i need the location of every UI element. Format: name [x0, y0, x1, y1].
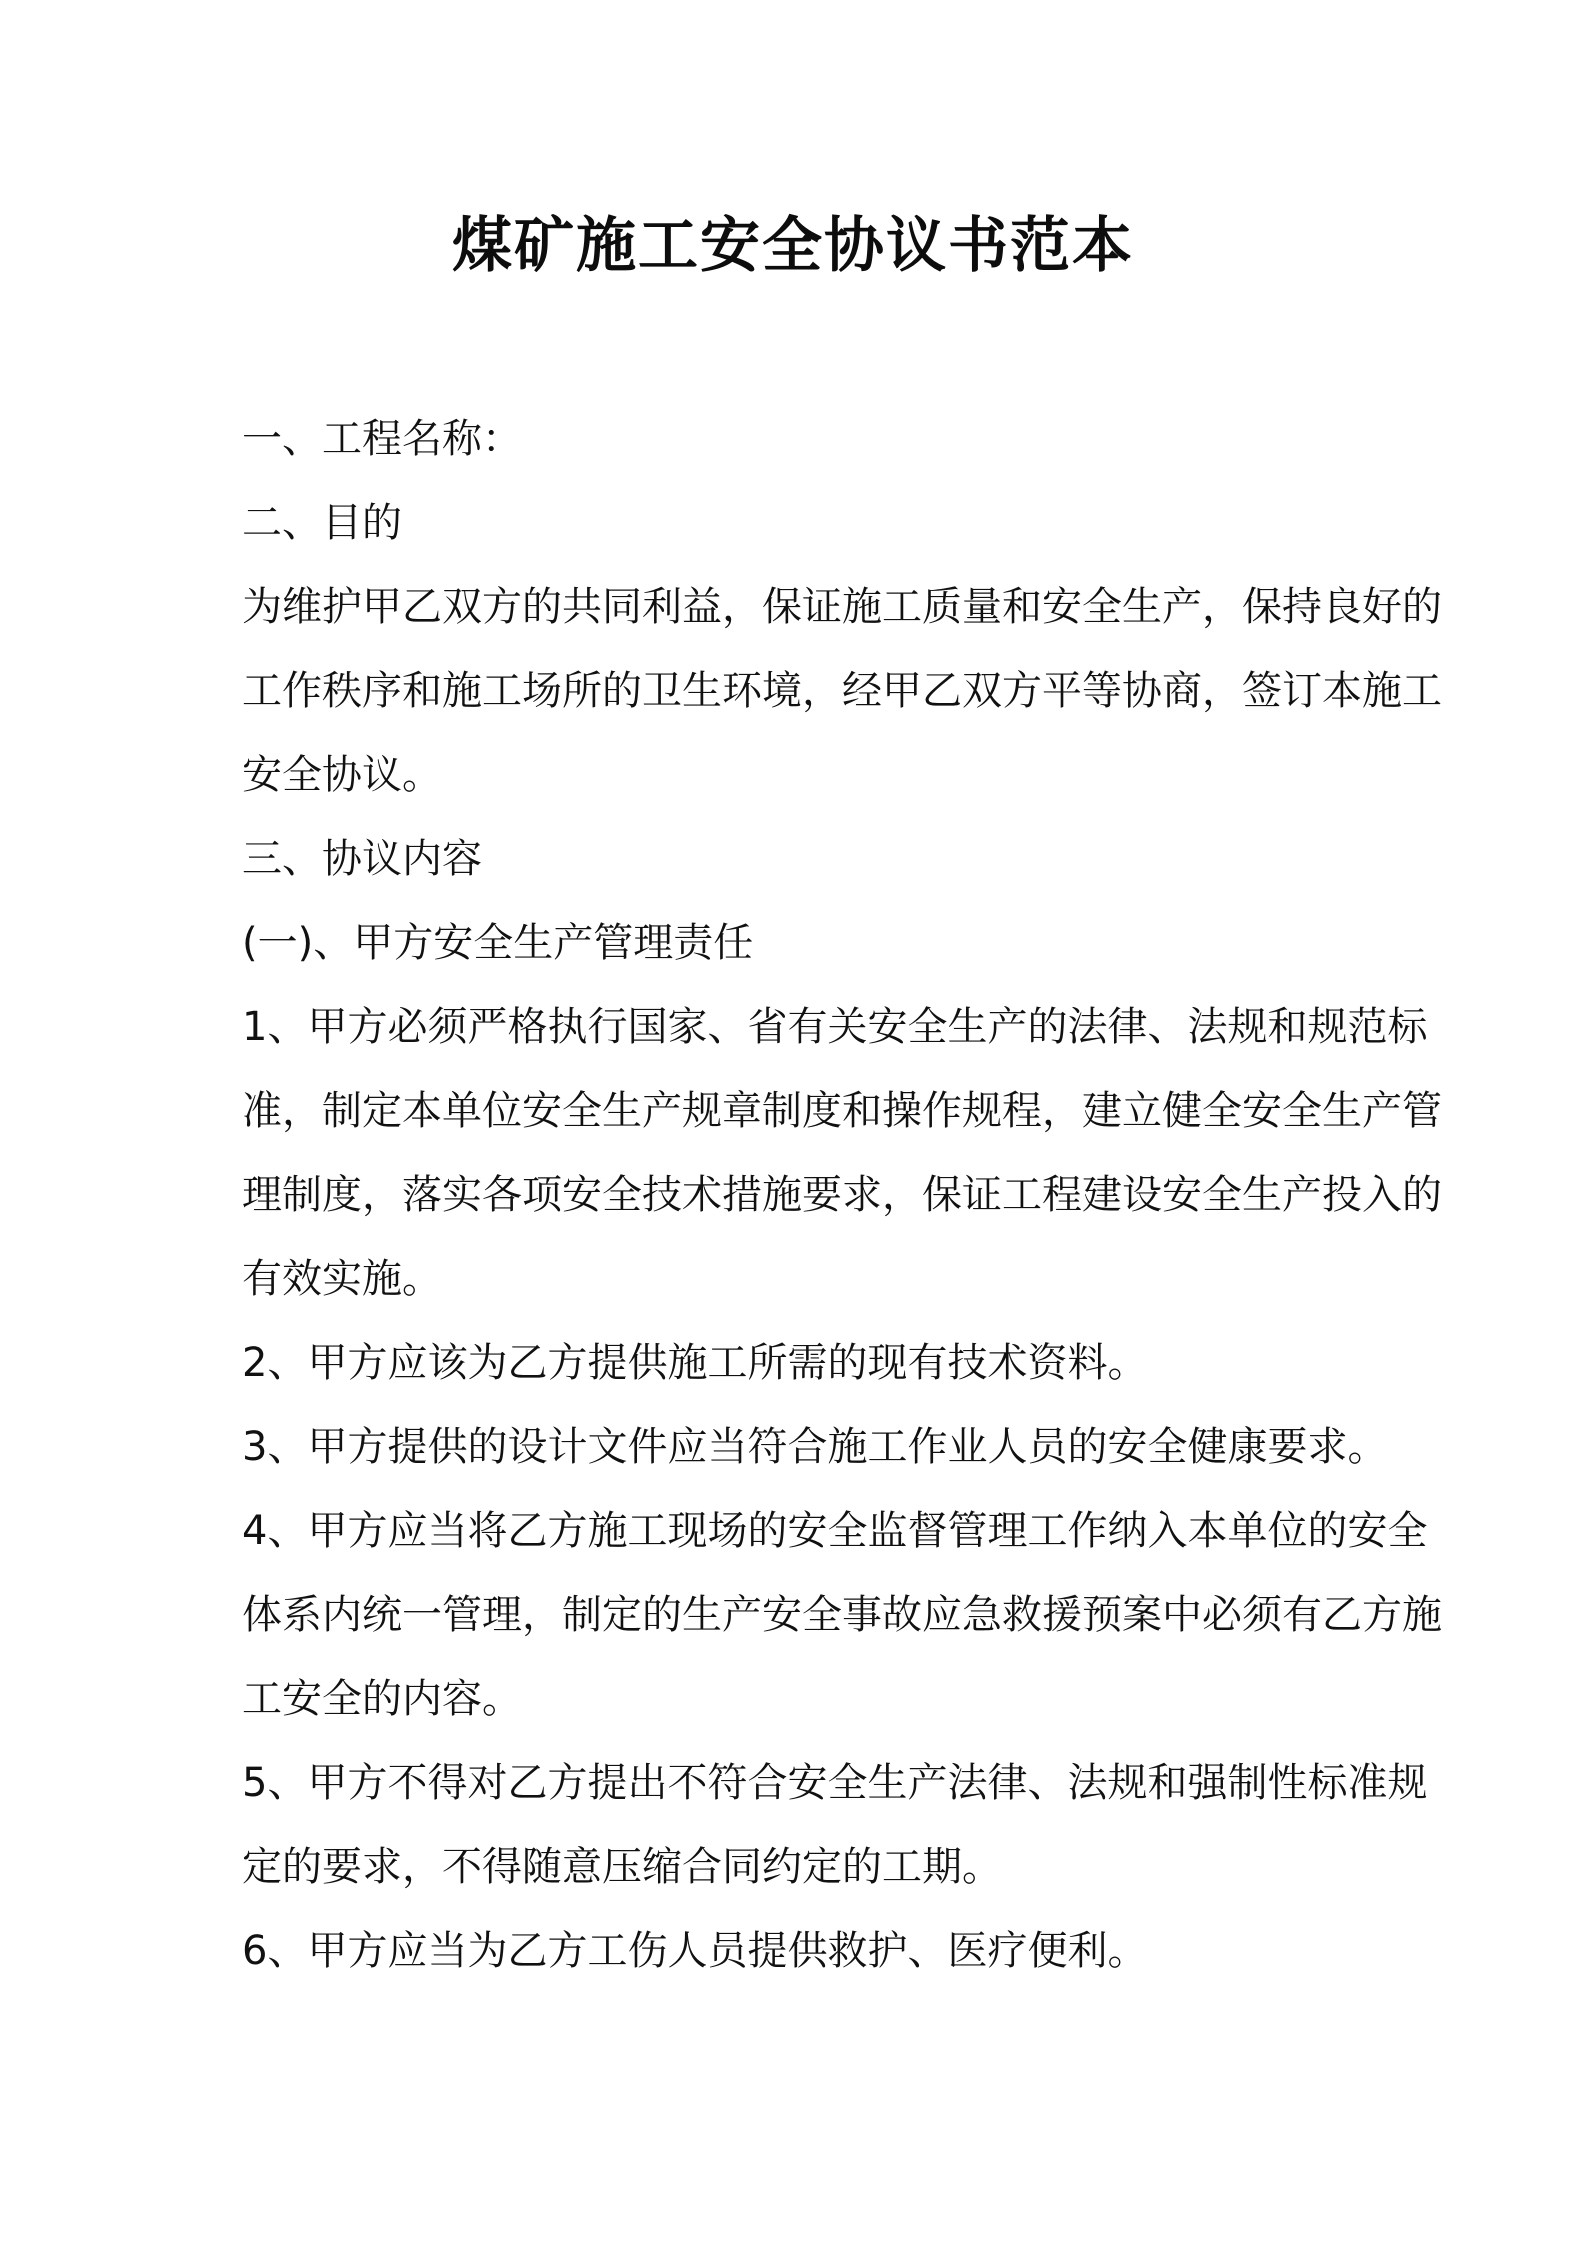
body-line: (一)、甲方安全生产管理责任	[242, 920, 754, 966]
body-line: 二、目的	[242, 500, 402, 546]
body-line: 有效实施。	[242, 1256, 442, 1302]
body-line: 1、甲方必须严格执行国家、省有关安全生产的法律、法规和规范标	[242, 1004, 1428, 1050]
body-line: 2、甲方应该为乙方提供施工所需的现有技术资料。	[242, 1340, 1148, 1386]
body-line: 工作秩序和施工场所的卫生环境，经甲乙双方平等协商，签订本施工	[242, 668, 1442, 714]
body-line: 定的要求，不得随意压缩合同约定的工期。	[242, 1844, 1002, 1890]
document-title: 煤矿施工安全协议书范本	[452, 211, 1134, 281]
document-body	[242, 397, 1442, 1993]
body-line: 一、工程名称：	[242, 416, 522, 462]
body-line: 理制度，落实各项安全技术措施要求，保证工程建设安全生产投入的	[242, 1172, 1442, 1218]
body-line: 准，制定本单位安全生产规章制度和操作规程，建立健全安全生产管	[242, 1088, 1442, 1134]
body-line: 体系内统一管理，制定的生产安全事故应急救援预案中必须有乙方施	[242, 1592, 1442, 1638]
body-line: 三、协议内容	[242, 836, 482, 882]
body-line: 3、甲方提供的设计文件应当符合施工作业人员的安全健康要求。	[242, 1424, 1388, 1470]
body-line: 6、甲方应当为乙方工伤人员提供救护、医疗便利。	[242, 1928, 1148, 1974]
body-line: 4、甲方应当将乙方施工现场的安全监督管理工作纳入本单位的安全	[242, 1508, 1428, 1554]
body-line: 5、甲方不得对乙方提出不符合安全生产法律、法规和强制性标准规	[242, 1760, 1428, 1806]
body-line: 工安全的内容。	[242, 1676, 522, 1722]
body-line: 为维护甲乙双方的共同利益，保证施工质量和安全生产，保持良好的	[242, 584, 1442, 630]
body-line: 安全协议。	[242, 752, 442, 798]
